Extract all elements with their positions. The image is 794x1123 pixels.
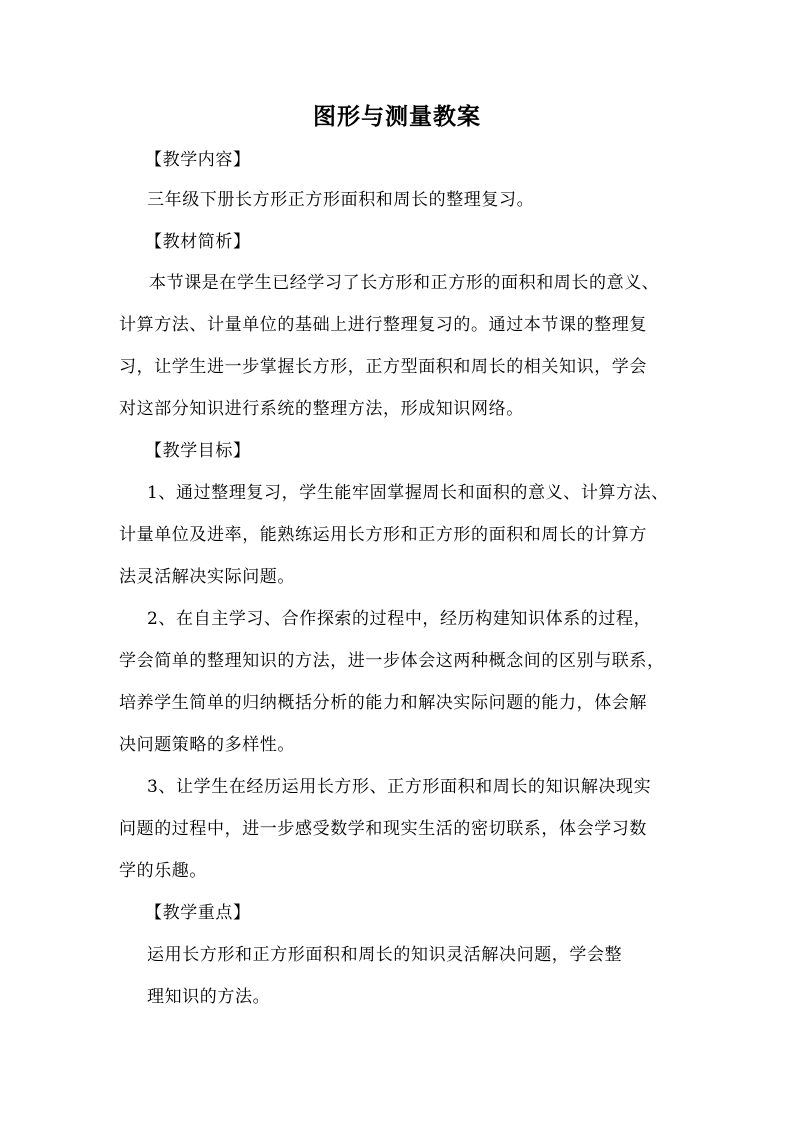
section-heading-material-analysis: 【教材简析】 xyxy=(145,232,251,252)
paragraph-line: 运用长方形和正方形面积和周长的知识灵活解决问题，学会整 xyxy=(147,945,623,965)
document-title: 图形与测量教案 xyxy=(313,103,481,130)
paragraph-line: 学会简单的整理知识的方法，进一步体会这两种概念间的区别与联系， xyxy=(119,651,665,671)
paragraph-line: 法灵活解决实际问题。 xyxy=(119,567,295,587)
paragraph-line: 3、让学生在经历运用长方形、正方形面积和周长的知识解决现实 xyxy=(147,777,652,797)
paragraph-line: 习，让学生进一步掌握长方形，正方型面积和周长的相关知识，学会 xyxy=(119,357,647,377)
paragraph-line: 培养学生简单的归纳概括分析的能力和解决实际问题的能力，体会解 xyxy=(119,693,647,713)
paragraph-line: 对这部分知识进行系统的整理方法，形成知识网络。 xyxy=(119,399,524,419)
paragraph-line: 计量单位及进率，能熟练运用长方形和正方形的面积和周长的计算方 xyxy=(119,525,647,545)
paragraph-line: 三年级下册长方形正方形面积和周长的整理复习。 xyxy=(147,190,535,210)
paragraph-line: 决问题策略的多样性。 xyxy=(119,735,295,755)
paragraph-line: 1、通过整理复习，学生能牢固掌握周长和面积的意义、计算方法、 xyxy=(147,483,669,503)
paragraph-line: 理知识的方法。 xyxy=(147,987,271,1007)
paragraph-line: 2、在自主学习、合作探索的过程中，经历构建知识体系的过程， xyxy=(147,609,652,629)
section-heading-teaching-content: 【教学内容】 xyxy=(145,150,251,170)
paragraph-line: 学的乐趣。 xyxy=(119,861,207,881)
paragraph-line: 计算方法、计量单位的基础上进行整理复习的。通过本节课的整理复 xyxy=(119,315,647,335)
paragraph-line: 问题的过程中，进一步感受数学和现实生活的密切联系，体会学习数 xyxy=(119,819,647,839)
section-heading-teaching-goals: 【教学目标】 xyxy=(145,441,251,461)
section-heading-key-points: 【教学重点】 xyxy=(145,903,251,923)
paragraph-line: 本节课是在学生已经学习了长方形和正方形的面积和周长的意义、 xyxy=(149,273,660,293)
